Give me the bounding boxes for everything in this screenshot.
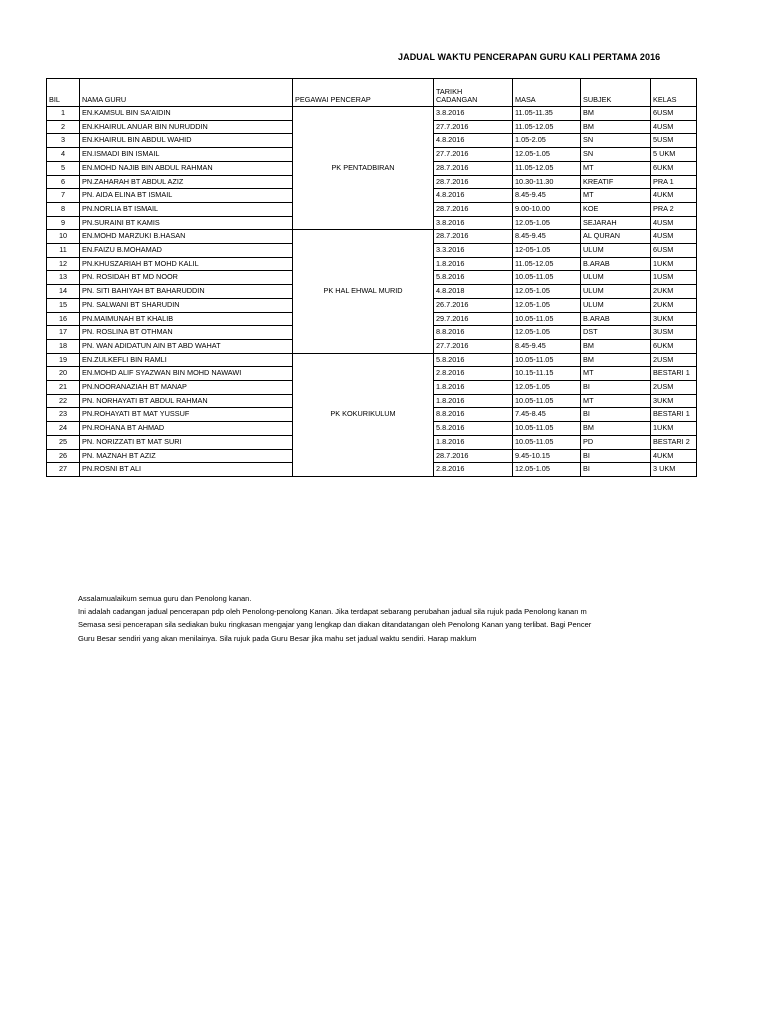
cell-tarikh: 28.7.2016 <box>434 202 513 216</box>
cell-bil: 20 <box>47 367 80 381</box>
header-masa: MASA <box>513 79 581 107</box>
cell-nama-guru: PN.ROSNI BT ALI <box>80 463 293 477</box>
cell-kelas: 3UKM <box>651 394 697 408</box>
cell-subjek: ULUM <box>581 298 651 312</box>
cell-tarikh: 8.8.2016 <box>434 408 513 422</box>
cell-subjek: BI <box>581 463 651 477</box>
cell-kelas: 1UKM <box>651 422 697 436</box>
cell-tarikh: 28.7.2016 <box>434 449 513 463</box>
cell-masa: 12.05-1.05 <box>513 216 581 230</box>
header-pegawai-pencerap: PEGAWAI PENCERAP <box>293 79 434 107</box>
cell-nama-guru: PN. MAZNAH BT AZIZ <box>80 449 293 463</box>
cell-masa: 8.45-9.45 <box>513 339 581 353</box>
cell-subjek: AL QURAN <box>581 230 651 244</box>
cell-bil: 23 <box>47 408 80 422</box>
cell-masa: 9.00-10.00 <box>513 202 581 216</box>
cell-nama-guru: PN.ROHANA BT AHMAD <box>80 422 293 436</box>
cell-kelas: 5USM <box>651 134 697 148</box>
cell-bil: 19 <box>47 353 80 367</box>
cell-nama-guru: EN.MOHD MARZUKI B.HASAN <box>80 230 293 244</box>
cell-bil: 11 <box>47 244 80 258</box>
cell-masa: 10.30-11.30 <box>513 175 581 189</box>
cell-bil: 5 <box>47 161 80 175</box>
cell-kelas: PRA 2 <box>651 202 697 216</box>
cell-bil: 1 <box>47 107 80 121</box>
cell-bil: 7 <box>47 189 80 203</box>
cell-kelas: 2USM <box>651 381 697 395</box>
cell-bil: 6 <box>47 175 80 189</box>
cell-tarikh: 5.8.2016 <box>434 271 513 285</box>
cell-nama-guru: EN.KAMSUL BIN SA'AIDIN <box>80 107 293 121</box>
cell-subjek: SN <box>581 148 651 162</box>
cell-kelas: 1USM <box>651 271 697 285</box>
table-body <box>47 107 697 477</box>
header-tarikh-cadangan <box>434 79 513 107</box>
cell-subjek: BI <box>581 381 651 395</box>
cell-nama-guru: EN.ZULKEFLI BIN RAMLI <box>80 353 293 367</box>
cell-subjek: BM <box>581 339 651 353</box>
cell-nama-guru: PN. ROSIDAH BT MD NOOR <box>80 271 293 285</box>
cell-bil: 9 <box>47 216 80 230</box>
cell-kelas: 6USM <box>651 107 697 121</box>
cell-masa: 11.05-12.05 <box>513 120 581 134</box>
cell-nama-guru: EN.ISMADI BIN ISMAIL <box>80 148 293 162</box>
cell-nama-guru: PN. NORHAYATI BT ABDUL RAHMAN <box>80 394 293 408</box>
cell-kelas: 3USM <box>651 326 697 340</box>
cell-bil: 17 <box>47 326 80 340</box>
cell-tarikh: 27.7.2016 <box>434 120 513 134</box>
cell-bil: 26 <box>47 449 80 463</box>
cell-masa: 12.05-1.05 <box>513 298 581 312</box>
cell-tarikh: 4.8.2018 <box>434 285 513 299</box>
cell-subjek: MT <box>581 367 651 381</box>
cell-nama-guru: PN.ROHAYATI BT MAT YUSSUF <box>80 408 293 422</box>
cell-pegawai-pencerap: PK HAL EHWAL MURID <box>293 230 434 353</box>
cell-kelas: 1UKM <box>651 257 697 271</box>
cell-tarikh: 28.7.2016 <box>434 161 513 175</box>
cell-masa: 12.05-1.05 <box>513 148 581 162</box>
cell-tarikh: 26.7.2016 <box>434 298 513 312</box>
cell-tarikh: 4.8.2016 <box>434 189 513 203</box>
cell-masa: 8.45-9.45 <box>513 230 581 244</box>
cell-masa: 11.05-12.05 <box>513 257 581 271</box>
cell-bil: 25 <box>47 435 80 449</box>
header-subjek: SUBJEK <box>581 79 651 107</box>
cell-subjek: MT <box>581 394 651 408</box>
page-title: JADUAL WAKTU PENCERAPAN GURU KALI PERTAMA 2016 <box>398 52 661 62</box>
cell-kelas: 2UKM <box>651 298 697 312</box>
cell-nama-guru: EN.MOHD ALIF SYAZWAN BIN MOHD NAWAWI <box>80 367 293 381</box>
cell-tarikh: 3.3.2016 <box>434 244 513 258</box>
cell-nama-guru: PN. WAN ADIDATUN AIN BT ABD WAHAT <box>80 339 293 353</box>
cell-kelas: 4USM <box>651 216 697 230</box>
cell-bil: 12 <box>47 257 80 271</box>
cell-pegawai-pencerap: PK KOKURIKULUM <box>293 353 434 476</box>
cell-masa: 9.45-10.15 <box>513 449 581 463</box>
cell-subjek: MT <box>581 161 651 175</box>
cell-tarikh: 27.7.2016 <box>434 339 513 353</box>
cell-nama-guru: EN.KHAIRUL BIN ABDUL WAHID <box>80 134 293 148</box>
cell-masa: 12.05-1.05 <box>513 381 581 395</box>
cell-masa: 12.05-1.05 <box>513 326 581 340</box>
cell-kelas: 4USM <box>651 120 697 134</box>
cell-subjek: BM <box>581 107 651 121</box>
cell-subjek: BI <box>581 408 651 422</box>
cell-kelas: 6USM <box>651 244 697 258</box>
cell-nama-guru: EN.KHAIRUL ANUAR BIN NURUDDIN <box>80 120 293 134</box>
table-row <box>47 230 697 244</box>
header-tarikh-line1: TARIKH <box>436 87 463 96</box>
cell-tarikh: 2.8.2016 <box>434 367 513 381</box>
cell-tarikh: 8.8.2016 <box>434 326 513 340</box>
cell-tarikh: 4.8.2016 <box>434 134 513 148</box>
header-bil: BIL <box>47 79 80 107</box>
cell-kelas: 3 UKM <box>651 463 697 477</box>
cell-kelas: 5 UKM <box>651 148 697 162</box>
cell-masa: 1.05-2.05 <box>513 134 581 148</box>
cell-subjek: ULUM <box>581 271 651 285</box>
cell-tarikh: 1.8.2016 <box>434 257 513 271</box>
cell-subjek: DST <box>581 326 651 340</box>
cell-masa: 12.05-1.05 <box>513 285 581 299</box>
cell-bil: 24 <box>47 422 80 436</box>
cell-subjek: ULUM <box>581 244 651 258</box>
table-header-row <box>47 79 697 107</box>
cell-kelas: BESTARI 2 <box>651 435 697 449</box>
cell-subjek: B.ARAB <box>581 312 651 326</box>
cell-masa: 10.05-11.05 <box>513 312 581 326</box>
schedule-table <box>46 78 697 477</box>
cell-nama-guru: PN. ROSLINA BT OTHMAN <box>80 326 293 340</box>
cell-subjek: KOE <box>581 202 651 216</box>
cell-nama-guru: PN.SURAINI BT KAMIS <box>80 216 293 230</box>
cell-masa: 12.05-1.05 <box>513 463 581 477</box>
cell-bil: 2 <box>47 120 80 134</box>
table-row <box>47 107 697 121</box>
cell-subjek: BM <box>581 422 651 436</box>
cell-subjek: BM <box>581 120 651 134</box>
cell-bil: 22 <box>47 394 80 408</box>
cell-kelas: 3UKM <box>651 312 697 326</box>
cell-subjek: KREATIF <box>581 175 651 189</box>
cell-nama-guru: PN.MAIMUNAH BT KHALIB <box>80 312 293 326</box>
cell-masa: 10.15-11.15 <box>513 367 581 381</box>
note-line: Ini adalah cadangan jadual pencerapan pdp oleh Penolong-penolong Kanan. Jika terdapat sebarang perubahan jadual sila rujuk pada Penolong kanan m <box>78 607 587 617</box>
cell-tarikh: 3.8.2016 <box>434 107 513 121</box>
cell-masa: 11.05-12.05 <box>513 161 581 175</box>
cell-subjek: SN <box>581 134 651 148</box>
announcement-note <box>78 592 696 645</box>
cell-masa: 10.05-11.05 <box>513 435 581 449</box>
cell-bil: 16 <box>47 312 80 326</box>
cell-pegawai-pencerap: PK PENTADBIRAN <box>293 107 434 230</box>
header-kelas: KELAS <box>651 79 697 107</box>
cell-subjek: MT <box>581 189 651 203</box>
cell-subjek: SEJARAH <box>581 216 651 230</box>
cell-tarikh: 28.7.2016 <box>434 230 513 244</box>
cell-kelas: 4USM <box>651 230 697 244</box>
cell-nama-guru: PN. SALWANI BT SHARUDIN <box>80 298 293 312</box>
note-line: Guru Besar sendiri yang akan menilainya. Sila rujuk pada Guru Besar jika mahu set jadual waktu sendiri. Harap maklum <box>78 633 477 643</box>
table-row <box>47 353 697 367</box>
cell-nama-guru: PN.KHUSZARIAH BT MOHD KALIL <box>80 257 293 271</box>
cell-tarikh: 27.7.2016 <box>434 148 513 162</box>
cell-masa: 10.05-11.05 <box>513 353 581 367</box>
cell-bil: 15 <box>47 298 80 312</box>
cell-kelas: 6UKM <box>651 339 697 353</box>
cell-kelas: BESTARI 1 <box>651 408 697 422</box>
cell-nama-guru: PN.NOORANAZIAH BT MANAP <box>80 381 293 395</box>
cell-tarikh: 2.8.2016 <box>434 463 513 477</box>
cell-bil: 27 <box>47 463 80 477</box>
cell-bil: 14 <box>47 285 80 299</box>
cell-subjek: BI <box>581 449 651 463</box>
cell-kelas: BESTARI 1 <box>651 367 697 381</box>
cell-bil: 13 <box>47 271 80 285</box>
cell-tarikh: 1.8.2016 <box>434 394 513 408</box>
cell-nama-guru: PN. NORIZZATI BT MAT SURI <box>80 435 293 449</box>
cell-subjek: ULUM <box>581 285 651 299</box>
cell-nama-guru: PN. SITI BAHIYAH BT BAHARUDDIN <box>80 285 293 299</box>
cell-subjek: PD <box>581 435 651 449</box>
cell-bil: 3 <box>47 134 80 148</box>
cell-bil: 8 <box>47 202 80 216</box>
cell-kelas: 6UKM <box>651 161 697 175</box>
cell-kelas: 2UKM <box>651 285 697 299</box>
cell-bil: 18 <box>47 339 80 353</box>
cell-subjek: BM <box>581 353 651 367</box>
note-line: Assalamualaikum semua guru dan Penolong kanan. <box>78 594 252 603</box>
cell-subjek: B.ARAB <box>581 257 651 271</box>
header-tarikh-line2: CADANGAN <box>436 95 478 104</box>
cell-masa: 10.05-11.05 <box>513 394 581 408</box>
cell-tarikh: 29.7.2016 <box>434 312 513 326</box>
cell-tarikh: 5.8.2016 <box>434 422 513 436</box>
cell-masa: 10.05-11.05 <box>513 422 581 436</box>
cell-kelas: 4UKM <box>651 449 697 463</box>
cell-bil: 4 <box>47 148 80 162</box>
cell-masa: 7.45-8.45 <box>513 408 581 422</box>
cell-nama-guru: PN.NORLIA BT ISMAIL <box>80 202 293 216</box>
cell-masa: 8.45-9.45 <box>513 189 581 203</box>
cell-masa: 10.05-11.05 <box>513 271 581 285</box>
cell-tarikh: 3.8.2016 <box>434 216 513 230</box>
cell-kelas: PRA 1 <box>651 175 697 189</box>
cell-nama-guru: PN. AIDA ELINA BT ISMAIL <box>80 189 293 203</box>
cell-bil: 10 <box>47 230 80 244</box>
cell-tarikh: 1.8.2016 <box>434 435 513 449</box>
cell-tarikh: 1.8.2016 <box>434 381 513 395</box>
cell-tarikh: 5.8.2016 <box>434 353 513 367</box>
cell-masa: 11.05-11.35 <box>513 107 581 121</box>
cell-nama-guru: EN.MOHD NAJIB BIN ABDUL RAHMAN <box>80 161 293 175</box>
cell-kelas: 4UKM <box>651 189 697 203</box>
cell-nama-guru: EN.FAIZU B.MOHAMAD <box>80 244 293 258</box>
cell-masa: 12-05-1.05 <box>513 244 581 258</box>
cell-bil: 21 <box>47 381 80 395</box>
cell-kelas: 2USM <box>651 353 697 367</box>
cell-tarikh: 28.7.2016 <box>434 175 513 189</box>
header-nama-guru: NAMA GURU <box>80 79 293 107</box>
cell-nama-guru: PN.ZAHARAH BT ABDUL AZIZ <box>80 175 293 189</box>
note-line: Semasa sesi pencerapan sila sediakan buku ringkasan mengajar yang lengkap dan diakan ditandatangan oleh Penolong Kanan yang terlibat. Bagi Pencer <box>78 620 592 630</box>
